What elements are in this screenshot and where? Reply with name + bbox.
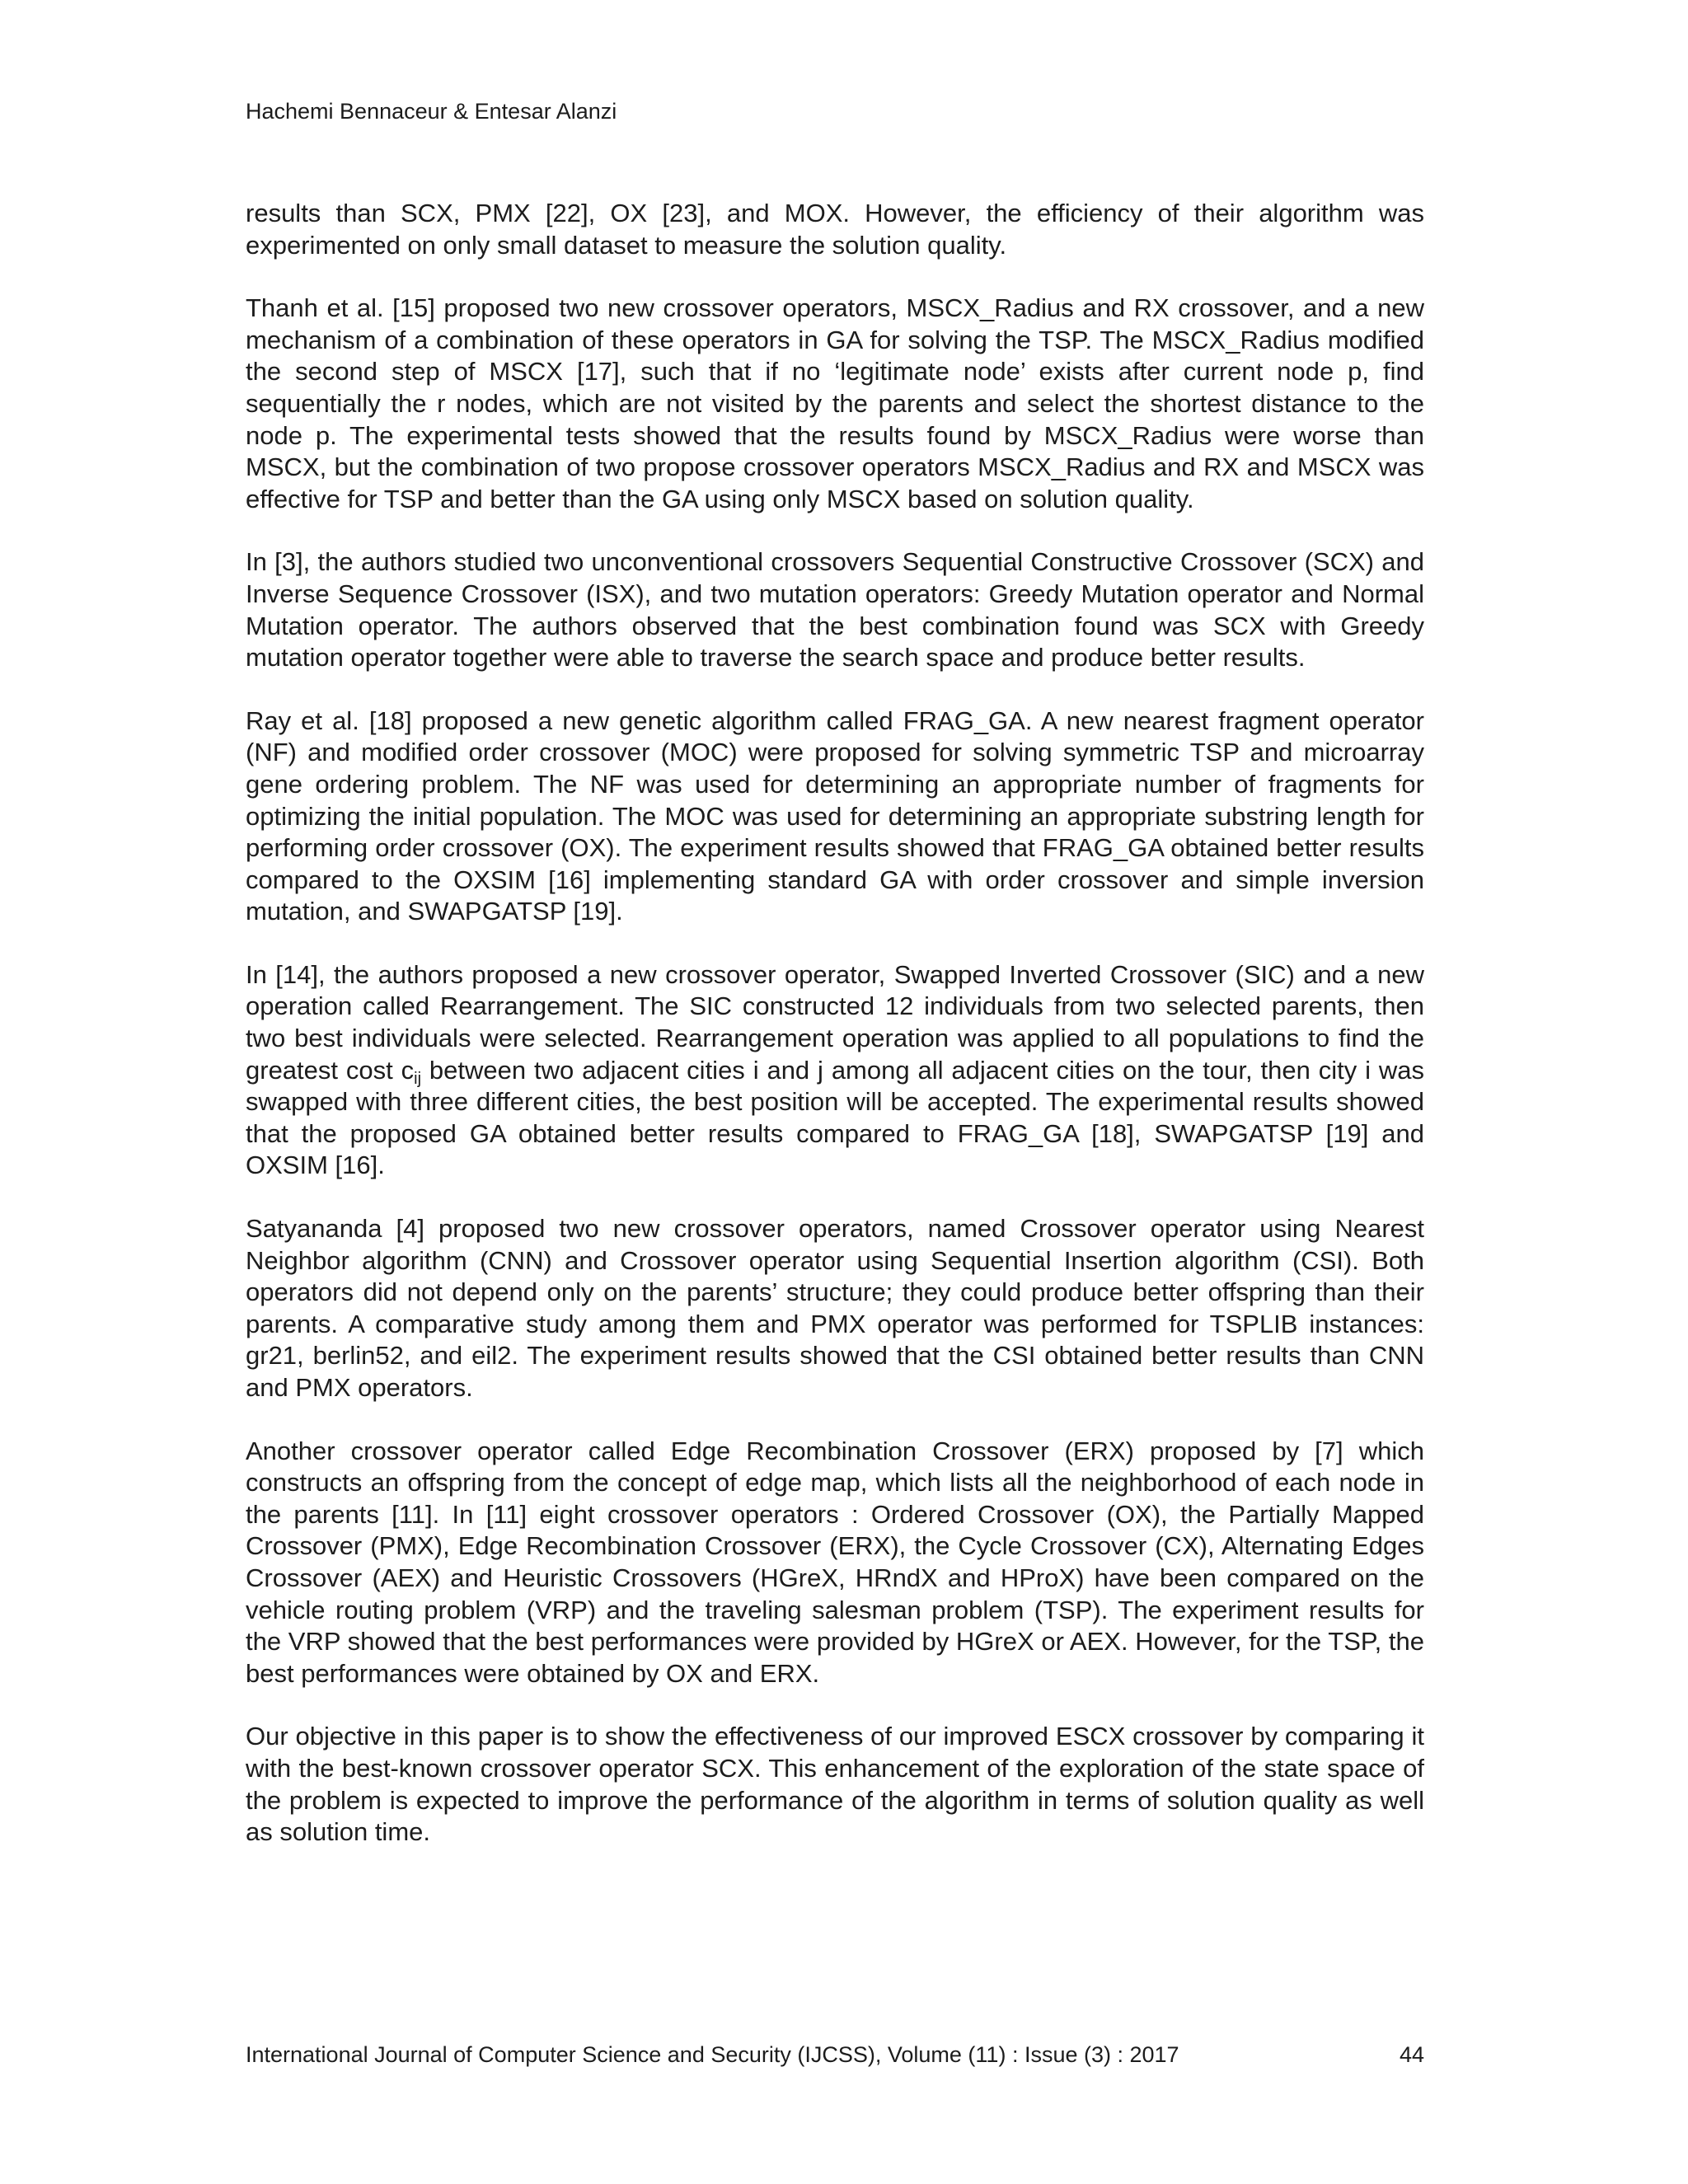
paragraph-4: Ray et al. [18] proposed a new genetic algorithm called FRAG_GA. A new nearest fragment operator (NF) and modified order crossover (MOC) were proposed for solving symmetric TSP and microarray gene ordering problem. The NF was used for determining an appropriate number of fragments for optimizing the initial population. The MOC was used for determining an appropriate substring length for performing order crossover (OX). The experiment results showed that FRAG_GA obtained better results compared to the OXSIM [16] implementing standard GA with order crossover and simple inversion mutation, and SWAPGATSP [19]. <box>246 705 1424 926</box>
footer-journal-info: International Journal of Computer Science and Security (IJCSS), Volume (11) : Issue (3) : 2017 <box>246 2042 1179 2067</box>
paragraph-6: Satyananda [4] proposed two new crossover operators, named Crossover operator using Nearest Neighbor algorithm (CNN) and Crossover operator using Sequential Insertion algorithm (CSI). Both operators did not depend only on the parents’ structure; they could produce better offspring than their parents. A comparative study among them and PMX operator was performed for TSPLIB instances: gr21, berlin52, and eil2. The experiment results showed that the CSI obtained better results than CNN and PMX operators. <box>246 1214 1424 1402</box>
paragraph-5 <box>246 959 1424 1182</box>
paragraph-5-text-start: In [14], the authors proposed a new crossover operator, Swapped Inverted Crossover (SIC) and a new operation called Rearrangement. The SIC constructed 12 individuals from two selected parents, then two best individuals were selected. Rearrangement operation was applied to all populations to find the greatest cost c <box>246 959 1424 1085</box>
paragraph-1: results than SCX, PMX [22], OX [23], and MOX. However, the efficiency of their algorithm was experimented on only small dataset to measure the solution quality. <box>246 199 1424 260</box>
body-text <box>246 198 1424 1880</box>
paragraph-2: Thanh et al. [15] proposed two new crossover operators, MSCX_Radius and RX crossover, and a new mechanism of a combination of these operators in GA for solving the TSP. The MSCX_Radius modified the second step of MSCX [17], such that if no ‘legitimate node’ exists after current node p, find sequentially the r nodes, which are not visited by the parents and select the shortest distance to the node p. The experimental tests showed that the results found by MSCX_Radius were worse than MSCX, but the combination of two propose crossover operators MSCX_Radius and RX and MSCX was effective for TSP and better than the GA using only MSCX based on solution quality. <box>246 293 1424 513</box>
paragraph-3: In [3], the authors studied two unconventional crossovers Sequential Constructive Crossover (SCX) and Inverse Sequence Crossover (ISX), and two mutation operators: Greedy Mutation operator and Normal Mutation operator. The authors observed that the best combination found was SCX with Greedy mutation operator together were able to traverse the search space and produce better results. <box>246 547 1424 673</box>
page-number: 44 <box>1399 2042 1424 2067</box>
cost-subscript: ij <box>414 1069 422 1088</box>
running-header-authors: Hachemi Bennaceur & Entesar Alanzi <box>246 99 617 124</box>
paragraph-5-text-end: between two adjacent cities i and j among all adjacent cities on the tour, then city i was swapped with three different cities, the best position will be accepted. The experimental results showed that the proposed GA obtained better results compared to FRAG_GA [18], SWAPGATSP [19] and OXSIM [16]. <box>246 1055 1424 1180</box>
paragraph-8: Our objective in this paper is to show the effectiveness of our improved ESCX crossover by comparing it with the best-known crossover operator SCX. This enhancement of the exploration of the state space of the problem is expected to improve the performance of the algorithm in terms of solution quality as well as solution time. <box>246 1722 1424 1847</box>
paragraph-7: Another crossover operator called Edge Recombination Crossover (ERX) proposed by [7] which constructs an offspring from the concept of edge map, which lists all the neighborhood of each node in the parents [11]. In [11] eight crossover operators : Ordered Crossover (OX), the Partially Mapped Crossover (PMX), Edge Recombination Crossover (ERX), the Cycle Crossover (CX), Alternating Edges Crossover (AEX) and Heuristic Crossovers (HGreX, HRndX and HProX) have been compared on the vehicle routing problem (VRP) and the traveling salesman problem (TSP). The experiment results for the VRP showed that the best performances were provided by HGreX or AEX. However, for the TSP, the best performances were obtained by OX and ERX. <box>246 1436 1424 1688</box>
running-footer <box>246 2041 1424 2069</box>
